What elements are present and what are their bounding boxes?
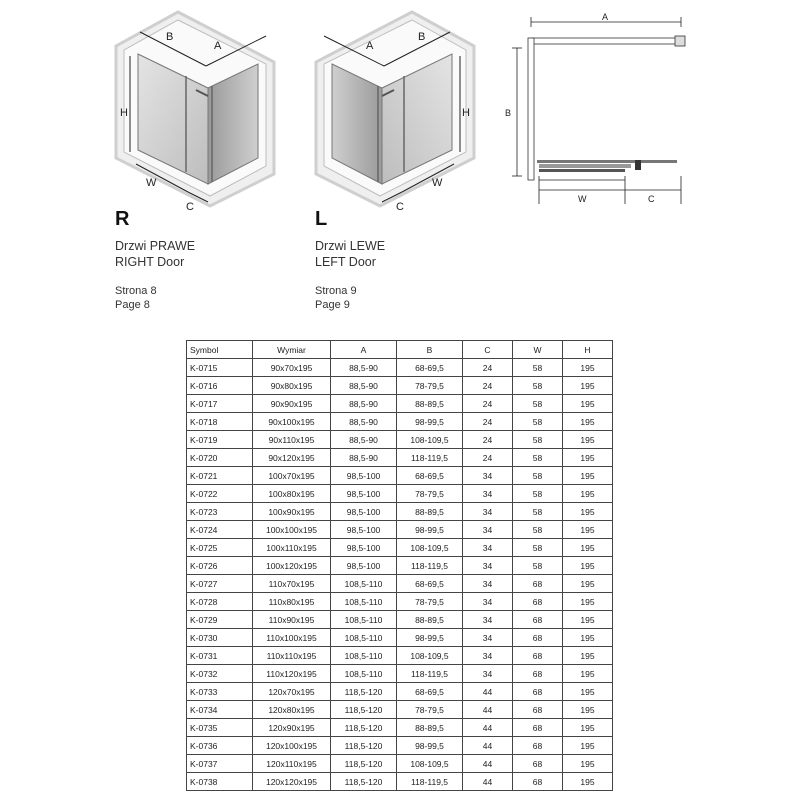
right-page-en: Page 8 — [115, 299, 150, 311]
cell-a: 118,5-120 — [331, 755, 397, 773]
header-w: W — [513, 341, 563, 359]
cell-c: 34 — [463, 611, 513, 629]
cell-h: 195 — [563, 683, 613, 701]
label-w: W — [146, 177, 157, 189]
table-body — [187, 359, 613, 791]
label-a: A — [602, 12, 609, 22]
cell-w: 68 — [513, 701, 563, 719]
cell-symbol: K-0733 — [187, 683, 253, 701]
cell-c: 34 — [463, 629, 513, 647]
header-a: A — [331, 341, 397, 359]
table-row — [187, 665, 613, 683]
cell-a: 88,5-90 — [331, 377, 397, 395]
left-door-caption — [315, 208, 385, 312]
table-row — [187, 683, 613, 701]
cell-h: 195 — [563, 737, 613, 755]
table-row — [187, 737, 613, 755]
cell-w: 58 — [513, 377, 563, 395]
label-h: H — [462, 107, 470, 119]
cell-w: 58 — [513, 413, 563, 431]
cell-h: 195 — [563, 539, 613, 557]
table-row — [187, 701, 613, 719]
right-page-pl: Strona 8 — [115, 285, 157, 297]
cell-symbol: K-0724 — [187, 521, 253, 539]
cell-w: 58 — [513, 485, 563, 503]
cell-c: 24 — [463, 449, 513, 467]
cell-a: 118,5-120 — [331, 719, 397, 737]
cell-h: 195 — [563, 449, 613, 467]
cell-wymiar: 110x110x195 — [253, 647, 331, 665]
cell-a: 98,5-100 — [331, 467, 397, 485]
table-row — [187, 575, 613, 593]
left-letter: L — [315, 208, 328, 230]
cell-h: 195 — [563, 611, 613, 629]
cell-symbol: K-0734 — [187, 701, 253, 719]
cell-wymiar: 120x80x195 — [253, 701, 331, 719]
cell-b: 108-109,5 — [397, 539, 463, 557]
cell-symbol: K-0738 — [187, 773, 253, 791]
cell-symbol: K-0727 — [187, 575, 253, 593]
header-c: C — [463, 341, 513, 359]
cell-a: 88,5-90 — [331, 413, 397, 431]
cell-wymiar: 100x70x195 — [253, 467, 331, 485]
cell-a: 108,5-110 — [331, 629, 397, 647]
cell-wymiar: 90x80x195 — [253, 377, 331, 395]
table-row — [187, 467, 613, 485]
table-row — [187, 593, 613, 611]
cell-a: 108,5-110 — [331, 593, 397, 611]
cell-b: 98-99,5 — [397, 629, 463, 647]
table-row — [187, 521, 613, 539]
cell-h: 195 — [563, 665, 613, 683]
table-row — [187, 413, 613, 431]
cell-h: 195 — [563, 503, 613, 521]
cell-a: 88,5-90 — [331, 431, 397, 449]
cell-w: 68 — [513, 755, 563, 773]
cell-h: 195 — [563, 485, 613, 503]
cell-b: 78-79,5 — [397, 701, 463, 719]
table-row — [187, 449, 613, 467]
cell-b: 88-89,5 — [397, 719, 463, 737]
cell-wymiar: 110x80x195 — [253, 593, 331, 611]
table-header-row — [187, 341, 613, 359]
label-b: B — [418, 31, 426, 43]
cell-h: 195 — [563, 521, 613, 539]
cell-symbol: K-0717 — [187, 395, 253, 413]
table-row — [187, 431, 613, 449]
label-c: C — [648, 194, 655, 204]
cell-w: 68 — [513, 737, 563, 755]
cell-symbol: K-0715 — [187, 359, 253, 377]
cell-c: 34 — [463, 647, 513, 665]
cell-h: 195 — [563, 773, 613, 791]
cell-b: 88-89,5 — [397, 395, 463, 413]
cell-c: 44 — [463, 737, 513, 755]
cell-w: 68 — [513, 575, 563, 593]
cell-symbol: K-0735 — [187, 719, 253, 737]
label-b: B — [505, 108, 512, 118]
table-row — [187, 539, 613, 557]
cell-w: 58 — [513, 431, 563, 449]
table-row — [187, 719, 613, 737]
cell-b: 98-99,5 — [397, 521, 463, 539]
cell-symbol: K-0719 — [187, 431, 253, 449]
label-c: C — [396, 201, 404, 213]
cell-a: 98,5-100 — [331, 485, 397, 503]
cell-wymiar: 90x110x195 — [253, 431, 331, 449]
cell-h: 195 — [563, 395, 613, 413]
cell-h: 195 — [563, 377, 613, 395]
cell-h: 195 — [563, 557, 613, 575]
cell-wymiar: 110x70x195 — [253, 575, 331, 593]
cell-c: 34 — [463, 557, 513, 575]
cell-c: 44 — [463, 701, 513, 719]
cell-symbol: K-0731 — [187, 647, 253, 665]
cell-h: 195 — [563, 719, 613, 737]
cell-c: 24 — [463, 377, 513, 395]
cell-a: 98,5-100 — [331, 503, 397, 521]
right-door-en: RIGHT Door — [115, 255, 185, 269]
cell-a: 88,5-90 — [331, 449, 397, 467]
cell-c: 24 — [463, 431, 513, 449]
cell-w: 58 — [513, 503, 563, 521]
cell-c: 24 — [463, 413, 513, 431]
cell-wymiar: 110x100x195 — [253, 629, 331, 647]
left-door-pl: Drzwi LEWE — [315, 239, 386, 253]
cell-symbol: K-0730 — [187, 629, 253, 647]
cell-w: 58 — [513, 449, 563, 467]
cell-c: 24 — [463, 359, 513, 377]
cell-wymiar: 100x120x195 — [253, 557, 331, 575]
cell-a: 88,5-90 — [331, 395, 397, 413]
cell-c: 44 — [463, 755, 513, 773]
cell-c: 34 — [463, 665, 513, 683]
dimensions-table — [186, 340, 613, 791]
plan-view-diagram — [495, 8, 695, 208]
cell-a: 88,5-90 — [331, 359, 397, 377]
cell-b: 68-69,5 — [397, 575, 463, 593]
table-row — [187, 377, 613, 395]
cell-wymiar: 90x120x195 — [253, 449, 331, 467]
table-row — [187, 647, 613, 665]
cell-wymiar: 120x110x195 — [253, 755, 331, 773]
table-row — [187, 755, 613, 773]
header-wymiar: Wymiar — [253, 341, 331, 359]
cell-b: 108-109,5 — [397, 431, 463, 449]
cell-c: 44 — [463, 719, 513, 737]
cell-w: 58 — [513, 359, 563, 377]
cell-wymiar: 100x100x195 — [253, 521, 331, 539]
cell-b: 108-109,5 — [397, 755, 463, 773]
cell-h: 195 — [563, 359, 613, 377]
left-door-diagram — [312, 6, 482, 213]
label-a: A — [214, 40, 222, 52]
header-h: H — [563, 341, 613, 359]
cell-wymiar: 90x100x195 — [253, 413, 331, 431]
label-h: H — [120, 107, 128, 119]
cell-b: 108-109,5 — [397, 647, 463, 665]
cell-wymiar: 90x90x195 — [253, 395, 331, 413]
cell-h: 195 — [563, 431, 613, 449]
cell-b: 98-99,5 — [397, 737, 463, 755]
cell-h: 195 — [563, 467, 613, 485]
label-b: B — [166, 31, 174, 43]
cell-h: 195 — [563, 575, 613, 593]
cell-h: 195 — [563, 593, 613, 611]
cell-h: 195 — [563, 755, 613, 773]
header-symbol: Symbol — [187, 341, 253, 359]
cell-b: 88-89,5 — [397, 503, 463, 521]
right-door-pl: Drzwi PRAWE — [115, 239, 196, 253]
cell-wymiar: 120x90x195 — [253, 719, 331, 737]
cell-w: 68 — [513, 593, 563, 611]
cell-c: 34 — [463, 521, 513, 539]
cell-w: 68 — [513, 647, 563, 665]
cell-wymiar: 100x90x195 — [253, 503, 331, 521]
cell-w: 68 — [513, 773, 563, 791]
cell-symbol: K-0722 — [187, 485, 253, 503]
right-door-diagram — [108, 6, 278, 213]
cell-c: 34 — [463, 467, 513, 485]
cell-symbol: K-0729 — [187, 611, 253, 629]
cell-c: 34 — [463, 575, 513, 593]
cell-symbol: K-0725 — [187, 539, 253, 557]
cell-b: 118-119,5 — [397, 557, 463, 575]
cell-w: 68 — [513, 611, 563, 629]
cell-w: 58 — [513, 467, 563, 485]
cell-a: 108,5-110 — [331, 665, 397, 683]
cell-b: 78-79,5 — [397, 593, 463, 611]
cell-b: 118-119,5 — [397, 449, 463, 467]
cell-a: 98,5-100 — [331, 557, 397, 575]
label-w: W — [432, 177, 443, 189]
cell-w: 68 — [513, 719, 563, 737]
cell-w: 58 — [513, 395, 563, 413]
table-row — [187, 773, 613, 791]
cell-symbol: K-0728 — [187, 593, 253, 611]
cell-wymiar: 100x110x195 — [253, 539, 331, 557]
table-row — [187, 629, 613, 647]
left-page-en: Page 9 — [315, 299, 350, 311]
cell-w: 68 — [513, 665, 563, 683]
cell-wymiar: 110x120x195 — [253, 665, 331, 683]
left-door-en: LEFT Door — [315, 255, 376, 269]
cell-symbol: K-0720 — [187, 449, 253, 467]
table-row — [187, 395, 613, 413]
cell-c: 44 — [463, 683, 513, 701]
cell-b: 78-79,5 — [397, 485, 463, 503]
cell-h: 195 — [563, 701, 613, 719]
table-row — [187, 557, 613, 575]
cell-b: 78-79,5 — [397, 377, 463, 395]
cell-a: 108,5-110 — [331, 647, 397, 665]
label-w: W — [578, 194, 587, 204]
cell-c: 24 — [463, 395, 513, 413]
cell-c: 34 — [463, 485, 513, 503]
cell-w: 58 — [513, 521, 563, 539]
cell-a: 98,5-100 — [331, 539, 397, 557]
cell-a: 108,5-110 — [331, 611, 397, 629]
cell-c: 34 — [463, 593, 513, 611]
cell-b: 118-119,5 — [397, 773, 463, 791]
cell-w: 68 — [513, 629, 563, 647]
cell-a: 98,5-100 — [331, 521, 397, 539]
cell-symbol: K-0716 — [187, 377, 253, 395]
cell-a: 118,5-120 — [331, 737, 397, 755]
cell-a: 118,5-120 — [331, 683, 397, 701]
cell-a: 118,5-120 — [331, 701, 397, 719]
cell-c: 44 — [463, 773, 513, 791]
cell-b: 88-89,5 — [397, 611, 463, 629]
label-c: C — [186, 201, 194, 213]
right-letter: R — [115, 208, 130, 230]
cell-wymiar: 110x90x195 — [253, 611, 331, 629]
cell-w: 58 — [513, 557, 563, 575]
cell-symbol: K-0726 — [187, 557, 253, 575]
cell-a: 108,5-110 — [331, 575, 397, 593]
cell-symbol: K-0736 — [187, 737, 253, 755]
cell-w: 58 — [513, 539, 563, 557]
cell-symbol: K-0723 — [187, 503, 253, 521]
cell-c: 34 — [463, 539, 513, 557]
cell-symbol: K-0737 — [187, 755, 253, 773]
header-b: B — [397, 341, 463, 359]
cell-symbol: K-0721 — [187, 467, 253, 485]
cell-symbol: K-0718 — [187, 413, 253, 431]
table-row — [187, 485, 613, 503]
cell-c: 34 — [463, 503, 513, 521]
cell-h: 195 — [563, 413, 613, 431]
cell-b: 68-69,5 — [397, 683, 463, 701]
cell-a: 118,5-120 — [331, 773, 397, 791]
cell-symbol: K-0732 — [187, 665, 253, 683]
cell-b: 68-69,5 — [397, 359, 463, 377]
table-row — [187, 611, 613, 629]
label-a: A — [366, 40, 374, 52]
cell-wymiar: 120x100x195 — [253, 737, 331, 755]
right-door-caption — [115, 208, 195, 312]
cell-wymiar: 100x80x195 — [253, 485, 331, 503]
cell-h: 195 — [563, 647, 613, 665]
cell-wymiar: 120x70x195 — [253, 683, 331, 701]
cell-h: 195 — [563, 629, 613, 647]
cell-b: 98-99,5 — [397, 413, 463, 431]
cell-b: 68-69,5 — [397, 467, 463, 485]
cell-b: 118-119,5 — [397, 665, 463, 683]
table-row — [187, 359, 613, 377]
cell-wymiar: 90x70x195 — [253, 359, 331, 377]
cell-w: 68 — [513, 683, 563, 701]
table-row — [187, 503, 613, 521]
left-page-pl: Strona 9 — [315, 285, 357, 297]
cell-wymiar: 120x120x195 — [253, 773, 331, 791]
